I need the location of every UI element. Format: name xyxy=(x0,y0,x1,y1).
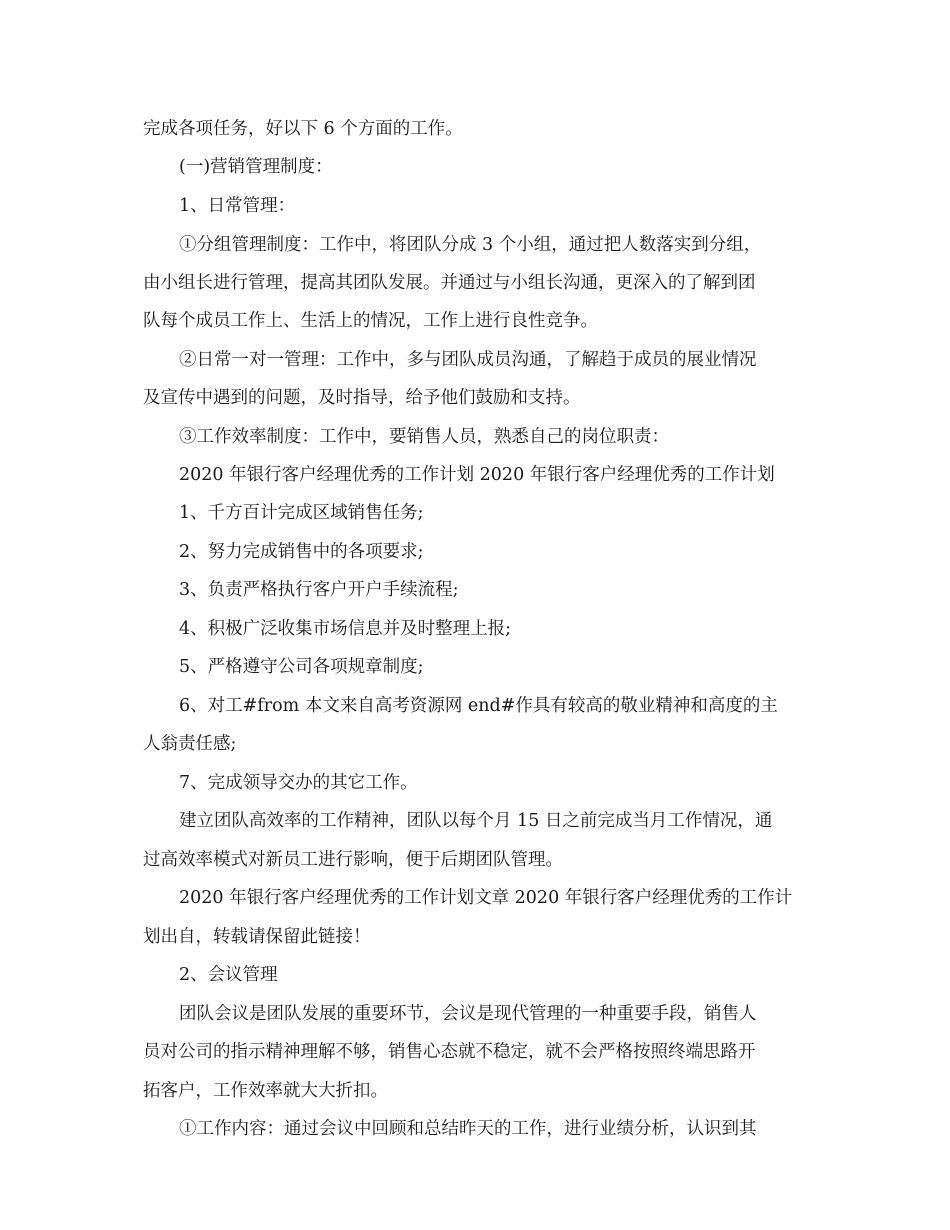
text-line: 完成各项任务，好以下 6 个方面的工作。 xyxy=(143,119,463,139)
text-line: ①工作内容：通过会议中回顾和总结昨天的工作，进行业绩分析，认识到其 xyxy=(179,1119,757,1139)
list-item: 2、努力完成销售中的各项要求; xyxy=(179,542,424,562)
text-line: 由小组长进行管理，提高其团队发展。并通过与小组长沟通，更深入的了解到团 xyxy=(143,273,756,293)
subsection-heading: 2、会议管理 xyxy=(179,965,278,985)
text-line: 人翁责任感; xyxy=(143,734,237,754)
list-item: 3、负责严格执行客户开户手续流程; xyxy=(179,580,459,600)
text-line: 员对公司的指示精神理解不够，销售心态就不稳定，就不会严格按照终端思路开 xyxy=(143,1042,756,1062)
text-line: 2020 年银行客户经理优秀的工作计划 2020 年银行客户经理优秀的工作计划 xyxy=(179,465,775,485)
text-line: ①分组管理制度：工作中，将团队分成 3 个小组，通过把人数落实到分组， xyxy=(179,235,762,255)
text-line: 过高效率模式对新员工进行影响，便于后期团队管理。 xyxy=(143,850,563,870)
list-item: 5、严格遵守公司各项规章制度; xyxy=(179,657,424,677)
section-heading: (一)营销管理制度： xyxy=(179,157,333,177)
text-line: 团队会议是团队发展的重要环节，会议是现代管理的一种重要手段，销售人 xyxy=(179,1004,757,1024)
text-line: ②日常一对一管理：工作中，多与团队成员沟通，了解趋于成员的展业情况 xyxy=(179,350,757,370)
text-line: 划出自，转载请保留此链接！ xyxy=(143,927,371,947)
text-line: 2020 年银行客户经理优秀的工作计划文章 2020 年银行客户经理优秀的工作计 xyxy=(179,888,793,908)
list-item: 6、对工#from 本文来自高考资源网 end#作具有较高的敬业精神和高度的主 xyxy=(179,696,778,716)
list-item: 4、积极广泛收集市场信息并及时整理上报; xyxy=(179,619,512,639)
subsection-heading: 1、日常管理： xyxy=(179,196,296,216)
text-line: 队每个成员工作上、生活上的情况，工作上进行良性竞争。 xyxy=(143,311,598,331)
text-line: 及宣传中遇到的问题，及时指导，给予他们鼓励和支持。 xyxy=(143,388,581,408)
text-line: 建立团队高效率的工作精神，团队以每个月 15 日之前完成当月工作情况，通 xyxy=(179,811,773,831)
text-line: ③工作效率制度：工作中，要销售人员，熟悉自己的岗位职责： xyxy=(179,427,669,447)
list-item: 7、完成领导交办的其它工作。 xyxy=(179,773,418,793)
list-item: 1、千方百计完成区域销售任务; xyxy=(179,503,424,523)
text-line: 拓客户，工作效率就大大折扣。 xyxy=(143,1081,388,1101)
